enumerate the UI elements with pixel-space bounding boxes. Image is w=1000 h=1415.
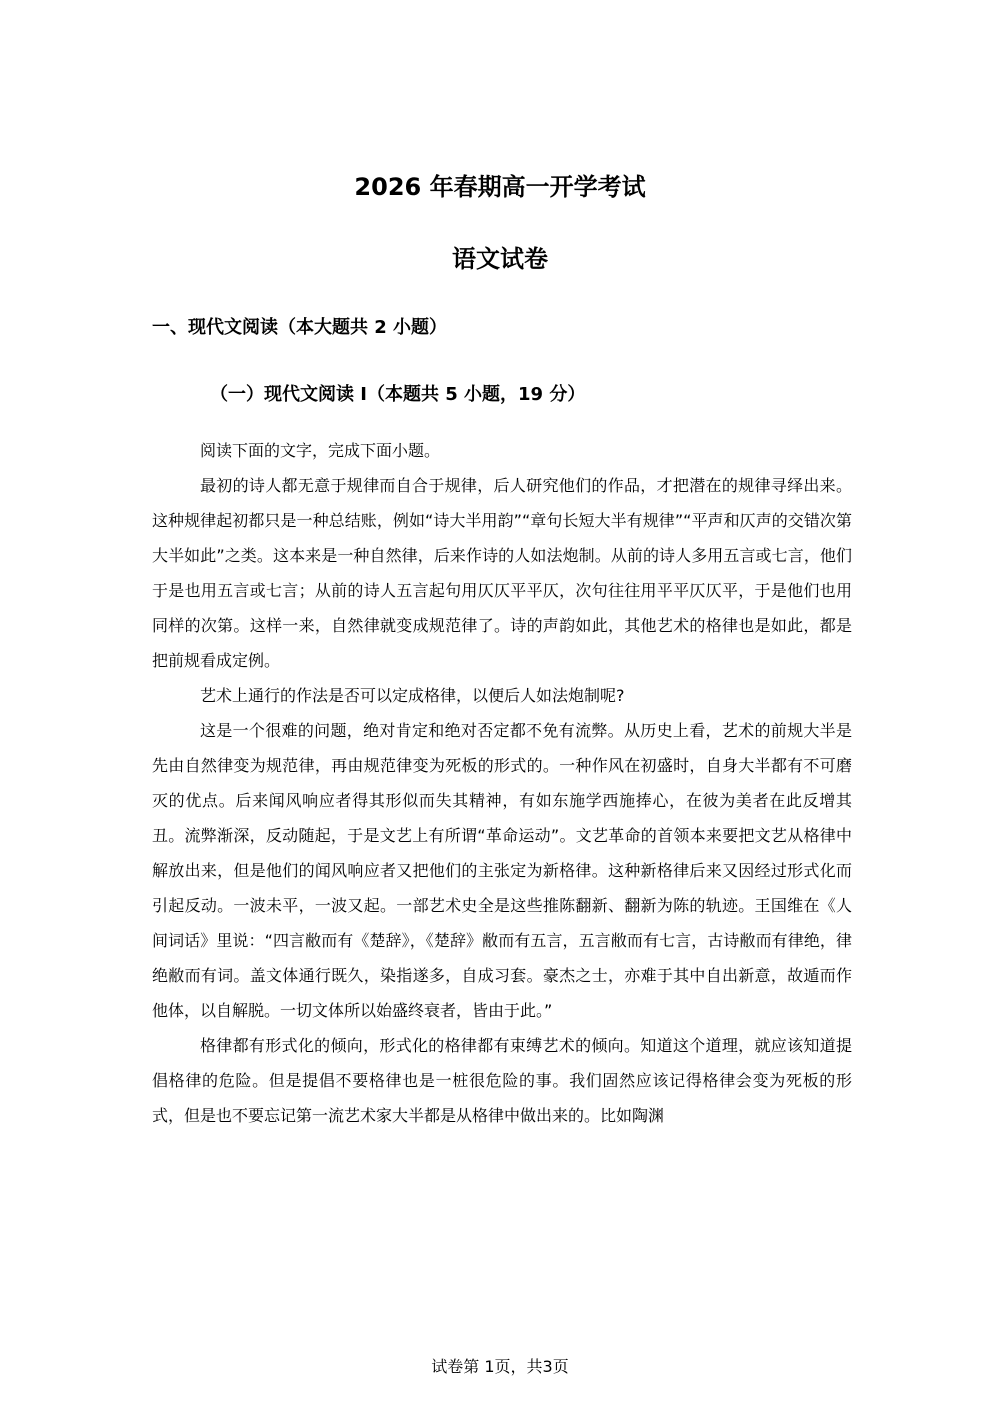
exam-title: 2026 年春期高一开学考试 xyxy=(354,173,646,201)
reading-passage xyxy=(152,433,852,1133)
page-number: 试卷第 1页，共3页 xyxy=(431,1357,569,1376)
passage-paragraph: 这是一个很难的问题，绝对肯定和绝对否定都不免有流弊。从历史上看，艺术的前规大半是先由自然律变为规范律，再由规范律变为死板的形式的。一种作风在初盛时，自身大半都有不可磨灭的优点。后来闻风响应者得其形似而失其精神，有如东施学西施捧心，在彼为美者在此反增其丑。流弊渐深，反动随起，于是文艺上有所谓“革命运动”。文艺革命的首领本来要把文艺从格律中解放出来，但是他们的闻风响应者又把他们的主张定为新格律。这种新格律后来又因经过形式化而引起反动。一波未平，一波又起。一部艺术史全是这些推陈翻新、翻新为陈的轨迹。王国维在《人间词话》里说：“四言敝而有《楚辞》，《楚辞》敝而有五言，五言敝而有七言，古诗敝而有律绝，律绝敝而有词。盖文体通行既久，染指遂多，自成习套。豪杰之士，亦难于其中自出新意，故遁而作他体，以自解脱。一切文体所以始盛终衰者，皆由于此。” xyxy=(152,721,852,1020)
section-heading: 一、现代文阅读（本大题共 2 小题） xyxy=(152,317,448,338)
exam-subtitle: 语文试卷 xyxy=(452,245,548,273)
passage-paragraph: 格律都有形式化的倾向，形式化的格律都有束缚艺术的倾向。知道这个道理，就应该知道提倡格律的危险。但是提倡不要格律也是一桩很危险的事。我们固然应该记得格律会变为死板的形式，但是也不要忘记第一流艺术家大半都是从格律中做出来的。比如陶渊 xyxy=(152,1036,852,1125)
passage-instruction: 阅读下面的文字，完成下面小题。 xyxy=(200,441,441,460)
subsection-heading: （一）现代文阅读 I（本题共 5 小题，19 分） xyxy=(210,384,586,405)
passage-paragraph: 艺术上通行的作法是否可以定成格律，以便后人如法炮制呢? xyxy=(200,686,625,705)
passage-paragraph: 最初的诗人都无意于规律而自合于规律，后人研究他们的作品，才把潜在的规律寻绎出来。这种规律起初都只是一种总结账，例如“诗大半用韵”“章句长短大半有规律”“平声和仄声的交错次第大半如此”之类。这本来是一种自然律，后来作诗的人如法炮制。从前的诗人多用五言或七言，他们于是也用五言或七言；从前的诗人五言起句用仄仄平平仄，次句往往用平平仄仄平，于是他们也用同样的次第。这样一来，自然律就变成规范律了。诗的声韵如此，其他艺术的格律也是如此，都是把前规看成定例。 xyxy=(152,476,852,670)
